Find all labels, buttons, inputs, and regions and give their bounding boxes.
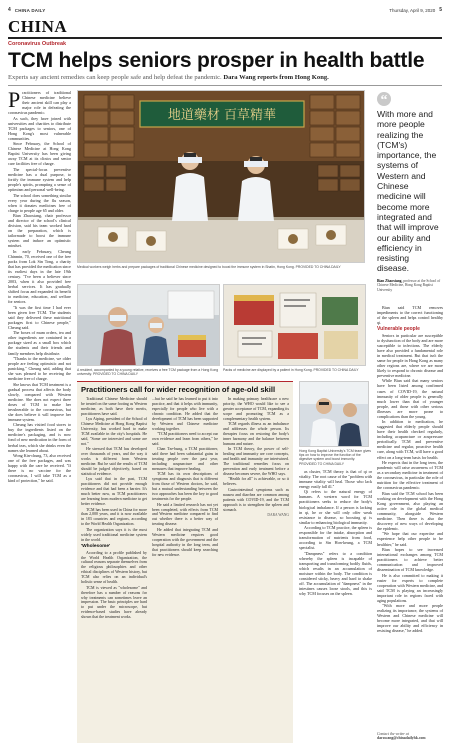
paragraph: He expects that in the long term, the pandemic will raise awareness of TCM as a secondary medicine in treatment of the coronavirus, in particular the role of nutrition for the effective treatment of the coronavirus pandemic.: [377, 459, 443, 491]
article-column-1: [8, 90, 71, 638]
photo-tcm-team-caption: Hong Kong Baptist University's TCM team gives tips on how to improve the function of the digestive system and boost immunity. PROVIDED TO CHINA DAILY: [299, 449, 372, 466]
signboard-text: 地道藥材 百草精華: [167, 108, 277, 123]
paragraph: According to a profile published by the World Health Organization, the cultural reasons separate themselves from the religious philosophies and other ethical disciplines of Western history, but TCM also relies on an individual's holistic sense of health.: [81, 549, 147, 585]
paragraph: TCM has its own descriptions of symptoms and diagnosis that is different from those of Western doctors, he said, but a mutual understanding between the two approaches has been the key to good treatments for the people.: [152, 471, 218, 502]
paragraph: ...but he said he has learned to put it into practice, and that it helps with immunity, especially for people who live with a chronic condition. He added that the development of TCM has been supported by Western and Chinese medicine working together.: [152, 397, 218, 431]
paragraph: TCM has been used in China for more than 2,000 years, and it is now available in 183 countries and regions, according to the World Health Organization.: [81, 506, 147, 527]
paragraph: Chan Tze-hung, a TCM practitioner, said there had been substantial gains in treating people over the past year, including acupuncture and other measures that improve healing.: [152, 446, 218, 472]
paragraph: The boxes of mum orders, tea and other ingredients are contained in a package sized as a small box which the students and their friends and family members help distribute.: [8, 330, 71, 356]
paragraph: Bian said the TCM school has been working on development with the Hong Kong government, also playing an active role in the global medical community, alongside Western medicine. Then there is also the discovery of new ways of developing the epidemic.: [377, 490, 443, 531]
paragraph: Seniors in particular are susceptible to dysfunction of the body and are more susceptible to infections. The elderly have also provided a fundamental role in medical treatment. But that isn't the same for people in Hong Kong as many other regions are, where we are more likely to respond to chronic disease and preventive medicine.: [377, 332, 443, 378]
contact-email[interactable]: darawang@chinadailyhk.com: [377, 736, 426, 741]
sidebar-title: Practitioners call for wider recognition of age-old skill: [81, 385, 276, 394]
paragraph: While Bian said that many seniors have been listed among confirmed cases of COVID-19, the natural immunity of older people is generally much lower than that of younger people, and those with other serious illnesses are more prone to complications than the young.: [377, 378, 443, 419]
paragraph: Bian Zhaoxiang, chair professor and director of the school's clinical division, said his team worked hard on the preparation, which is tailormade to boost the immune system and induce an optimistic mindset.: [8, 213, 71, 249]
paragraph: In TCM theory, the power of self-healing and immunity are core concepts, and health and immunity are intertwined. The traditional remedies focus on prevention and early treatment before a disease becomes severe, the WHO says.: [223, 446, 289, 477]
article-column-right: [377, 305, 443, 743]
sidebar-column-2: [152, 397, 218, 742]
headline: TCM helps seniors prosper in health battle: [8, 49, 425, 72]
standfirst-text: Experts say ancient remedies can keep people safe and help defeat the pandemic.: [8, 74, 222, 81]
middle-column-text: [299, 469, 372, 729]
paragraph: Bian hopes to see increased international exchanges among TCM practitioners to achieve better communication and improved dissemination of TCM knowledge.: [377, 546, 443, 573]
paragraph: Lyu Aiping, president of the School of Chinese Medicine at Hong Kong Baptist University, has worked hard to make TCM available in the city's hospitals. He said, "Some are interested and some are not.": [81, 416, 147, 446]
paragraph: "With more and more people realizing its importance, the systems of Western and Chinese medicine will become more integrated, and that will improve our ability and efficiency in resisting disease," he added.: [377, 603, 443, 634]
sidebar-box: [77, 381, 293, 743]
dateline: Thursday, April 9, 2020: [389, 7, 436, 13]
page-number-right: 5: [439, 7, 442, 13]
photo-tcm-team: [299, 381, 369, 447]
main-photo-caption: Medical workers weigh herbs and prepare packages of traditional Chinese medicine designed to boost the immune system in Shatin, Hong Kong. PROVIDED TO CHINA DAILY: [77, 265, 341, 269]
pull-quote-text: With more and more people realizing the (TCM's) importance, the systems of Western and Chinese medicine will become more integrated and that will improve our ability and efficiency in resisting disease.: [377, 109, 439, 274]
paragraph: In early February, Cheung Chinmin, 70, received one of the free packs from Lok Sin Tong, a charity that has provided the medication since its earliest days in the late 19th century. "I've been a believer since 2003, when it also provided free herbal services. It has gradually shifted focus and expanded its benefit to medicine, education, and welfare for seniors.: [8, 248, 71, 305]
pull-quote-attribution: [377, 279, 443, 292]
section-rule: [8, 37, 442, 39]
paragraph: The special-focus preventive medicine has a dual purpose, to fortify the immune system and help people's spirits, prompting a sense of optimism and personal well-being.: [8, 166, 71, 193]
paragraph: In addition to medication, he suggested that elderly people should have their health checked regularly, including acupuncture or acupressure periodically. TCM and preventive medicine and regular, proactive health care, along with TCM, will have a good effect on a long-term basis for health.: [377, 419, 443, 460]
main-photo: [77, 90, 365, 263]
publication-name: CHINA DAILY: [14, 7, 46, 13]
photo-resident: [77, 284, 220, 366]
standfirst-byline: Dara Wang reports from Hong Kong.: [223, 74, 329, 81]
paragraph: Traditional Chinese Medicine should be treated on the same footing as Western medicine, as both have their merits, practitioners have said.: [81, 397, 147, 416]
paragraph: "TCM practitioners need to accept our own evidence and learn from others," he said.: [152, 431, 218, 446]
sidebar-subhead: 'Wholesome': [81, 543, 111, 549]
photo-medicine-packs-caption: Packs of medicine are displayed by a patient in Hong Kong. PROVIDED TO CHINA DAILY: [223, 368, 359, 372]
paragraph: According to TCM practice, the spleen is responsible for the intake, absorption and transformation of nutrients from food, according to Sin Hon-keung, a TCM specialist.: [299, 525, 372, 551]
paragraph: Gastrointestinal symptoms such as nausea and diarrhea are common among patients with COVID-19, and the TCM approach is to strengthen the spleen and stomach.: [223, 486, 289, 512]
quote-mark-icon: “: [377, 92, 391, 106]
paragraph: The school does something similar every year during the flu season, when it donates medicines free of charge to people age 65 and older.: [8, 192, 71, 213]
kicker: Coronavirus Outbreak: [8, 41, 67, 47]
paragraph: He said a limited research has not yet been completed, with effects from TCM and Western medicine compared to find out whether there is a better way of treating disease.: [152, 501, 218, 527]
paragraph: Cheung has visited food stores to buy the ingredients listed on the medicine's packaging, and is now fond of new medication in the form of herbal teas, which she drinks even the names she learned about.: [8, 422, 71, 453]
medicine-packs-photo-image: [224, 285, 366, 366]
section-title: CHINA: [8, 17, 68, 36]
paragraph: "Dampness" refers to a condition whereby the spleen is incapable of transporting and transforming bodily fluids, which results in an accumulation of moisture within the body. The condition is considered sticky, heavy and hard to shake off. The accumulation of "dampness" in the intestines causes loose stools, and this is why TCM focuses on the spleen.: [299, 550, 372, 597]
paragraph: TCM regards illness as an imbalance and addresses the whole person. Its therapies focus on restoring the body's inner harmony and the balance between humans and nature.: [223, 421, 289, 446]
pull-quote-role: professor at the School of Chinese Medicine, Hong Kong Baptist University: [377, 278, 441, 292]
drop-cap: P: [8, 90, 21, 112]
paragraph: Since February, the School of Chinese Medicine at Hong Kong Baptist University has been giving away TCM at its clinics and senior care facilities free of charge.: [8, 141, 71, 167]
standfirst: [8, 74, 442, 81]
paragraph: Qi refers to the natural energy of humans. A western word for TCM practitioners seeks to reduce the body's biological imbalance. If a person is lacking in qi, he or she will only offer weak resistance to disease, so boosting qi is similar to enhancing biological immunity.: [299, 489, 372, 525]
photo-resident-caption: A resident, accompanied by a young relative, receives a free TCM package from a Hong Kong university. PROVIDED TO CHINA DAILY: [77, 368, 219, 377]
paragraph: In making primary healthcare a new priority, the WHO would like to see a greater acceptance of TCM, expanding its scope and promoting TCM as a complementary health system.: [223, 397, 289, 421]
pull-quote: [377, 92, 443, 292]
paragraph: He added that integrating TCM and Western medicine requires good cooperation with the government and the hospital authority in the long term, and that practitioners should keep searching for new evidence.: [152, 526, 218, 557]
contact-label: Contact the writer at: [377, 731, 409, 736]
paragraph: She knows that TCM treatment is a gradual process that affects the body slowly, compared with Western medicine. She does not expect three doses of TCM to make her invulnerable to the coronavirus, but she does believe it will improve her immune system.: [8, 381, 71, 422]
paragraph: As such, they have joined with universities and charities to distribute TCM packages to seniors, one of Hong Kong's most vulnerable communities.: [8, 115, 71, 141]
page-header: [8, 5, 442, 15]
paragraph: Wong Kin-chung, 73, also received one of the free packages, and was happy with the care he received. "If there is no vaccine for the coronavirus, I will take TCM as a kind of protection," he said.: [8, 453, 71, 484]
tcm-team-photo-image: [300, 382, 369, 447]
pharmacy-photo-image: [78, 91, 365, 263]
sidebar-column-3: [223, 397, 289, 742]
paragraph: Bian said TCM removes impediments to the correct functioning of the spleen and helps control healthy qi.: [377, 305, 443, 326]
article-column-middle: [299, 381, 372, 743]
pull-quote-name: Bian Zhaoxiang,: [377, 278, 403, 283]
paragraph: Lyu said that in the past, TCM practitioners did not provide enough evidence and that had been a barrier. It's much better now, as TCM practitioners are learning from modern medicine to get better evidence.: [81, 476, 147, 507]
photo-medicine-packs: [223, 284, 366, 366]
paragraph: He is also committed to making it easier for experts to complete cooperation with Western medicine, and said TCM is playing an increasingly important role in regions faced with aging populations.: [377, 572, 443, 603]
sidebar-byline: DARA WANG: [267, 513, 289, 518]
page-number-left: 4: [8, 7, 11, 13]
paragraph: He stressed that TCM has developed over thousands of years, and the way it works is different from Western medicine. But he said the results of TCM should be judged objectively, based on statistical evidence.: [81, 446, 147, 477]
resident-photo-image: [78, 285, 220, 366]
paragraph: as cluster, TCM theory is that of qi or vitality. The root cause of the "problem with immune vitality will heal. Those who lack energy easily fall ill.": [299, 468, 372, 489]
paragraph: "Thanks to the medicine, we older people are feeling optimistic and not panicking," Cheung said, adding that she was pleased to be receiving the medicine free of charge.: [8, 355, 71, 382]
paragraph: TCM is viewed as "wholesome" and therefore has a number of reasons for why treatments can sometimes leave an impression. The basic principles are hard to put under the microscope, but evidence-based studies have already shown that the treatment works.: [81, 584, 147, 620]
paragraph: "It was the first time I had ever been given free TCM. The students said they delivered these nutritional packages first to Chinese people," Cheung said.: [8, 304, 71, 330]
contact-line: [377, 732, 443, 741]
subhead: Vulnerable people: [377, 326, 420, 333]
paragraph: "We hope that our expertise and experience help other people to be healthier," he said.: [377, 531, 443, 547]
paragraph: The organization says it is the most widely used traditional medicine system in the world.: [81, 526, 147, 542]
sidebar-column-1: [81, 397, 147, 742]
headline-rule: [8, 85, 442, 86]
paragraph: "Health for all" is achievable, or so it believes.: [223, 476, 289, 487]
paragraph: Practitioners of traditional Chinese medicine believe their ancient skill can play a major role in defeating the coronavirus pandemic.: [8, 90, 71, 116]
